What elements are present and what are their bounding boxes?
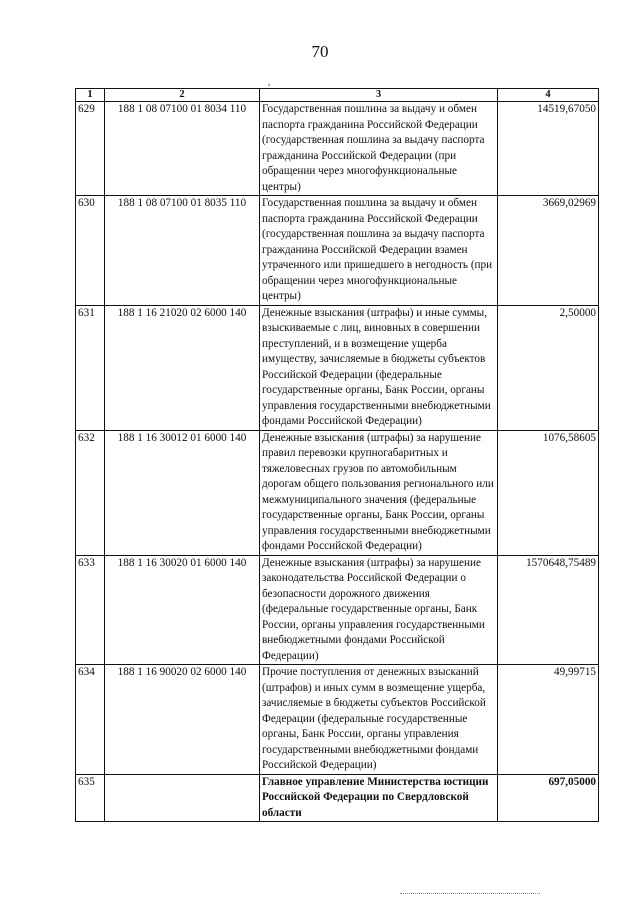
budget-code: 188 1 08 07100 01 8035 110: [105, 196, 260, 306]
header-col-2: 2: [105, 89, 260, 102]
budget-code: 188 1 08 07100 01 8034 110: [105, 102, 260, 196]
row-number: 631: [76, 305, 105, 430]
budget-code: [105, 774, 260, 822]
page-number: 70: [311, 42, 329, 61]
revenue-name: Государственная пошлина за выдачу и обмен паспорта гражданина Российской Федерации (государственная пошлина за выдачу паспорта гражданина Российской Федерации (при обращении через многофункциональные центры): [260, 102, 498, 196]
revenue-name: Денежные взыскания (штрафы) за нарушение законодательства Российской Федерации о безопасности дорожного движения (федеральные государственные органы, Банк России, органы управления государственными внебюджетными фондами Российской Федерации): [260, 555, 498, 665]
amount: 697,05000: [498, 774, 599, 822]
header-col-1: 1: [76, 89, 105, 102]
table-row: [76, 102, 599, 196]
budget-code: 188 1 16 30012 01 6000 140: [105, 430, 260, 555]
budget-table: [75, 88, 599, 822]
row-number: 634: [76, 665, 105, 775]
amount: 1570648,75489: [498, 555, 599, 665]
header-col-4: 4: [498, 89, 599, 102]
scan-artifact-line: [400, 893, 540, 895]
administrator-name: Главное управление Министерства юстиции Российской Федерации по Свердловской области: [260, 774, 498, 822]
row-number: 629: [76, 102, 105, 196]
row-number: 630: [76, 196, 105, 306]
table-row: [76, 196, 599, 306]
row-number: 635: [76, 774, 105, 822]
revenue-name: Прочие поступления от денежных взысканий (штрафов) и иных сумм в возмещение ущерба, зачисляемые в бюджеты субъектов Российской Федерации (федеральные государственные органы, Банк России, органы управления государственными внебюджетными фондами Российской Федерации): [260, 665, 498, 775]
amount: 49,99715: [498, 665, 599, 775]
budget-code: 188 1 16 90020 02 6000 140: [105, 665, 260, 775]
revenue-name: Денежные взыскания (штрафы) и иные суммы, взыскиваемые с лиц, виновных в совершении преступлений, и в возмещение ущерба имуществу, зачисляемые в бюджеты субъектов Российской Федерации (федеральные государственные органы, Банк России, органы управления государственными внебюджетными фондами Российской Федерации): [260, 305, 498, 430]
budget-code: 188 1 16 30020 01 6000 140: [105, 555, 260, 665]
amount: 2,50000: [498, 305, 599, 430]
revenue-name: Денежные взыскания (штрафы) за нарушение правил перевозки крупногабаритных и тяжеловесных грузов по автомобильным дорогам общего пользования регионального или межмуниципального значения (федеральные государственные органы, Банк России, органы управления государственными внебюджетными фондами Российской Федерации): [260, 430, 498, 555]
amount: 14519,67050: [498, 102, 599, 196]
amount: 3669,02969: [498, 196, 599, 306]
row-number: 632: [76, 430, 105, 555]
table-row: [76, 665, 599, 775]
amount: 1076,58605: [498, 430, 599, 555]
table-row: [76, 774, 599, 822]
table-row: [76, 305, 599, 430]
row-number: 633: [76, 555, 105, 665]
table-row: [76, 555, 599, 665]
table-header-row: [76, 89, 599, 102]
budget-code: 188 1 16 21020 02 6000 140: [105, 305, 260, 430]
revenue-name: Государственная пошлина за выдачу и обмен паспорта гражданина Российской Федерации (государственная пошлина за выдачу паспорта гражданина Российской Федерации взамен утраченного или пришедшего в негодность (при обращении через многофункциональные центры): [260, 196, 498, 306]
scan-mark: ,: [268, 77, 271, 87]
table-row: [76, 430, 599, 555]
header-col-3: 3: [260, 89, 498, 102]
